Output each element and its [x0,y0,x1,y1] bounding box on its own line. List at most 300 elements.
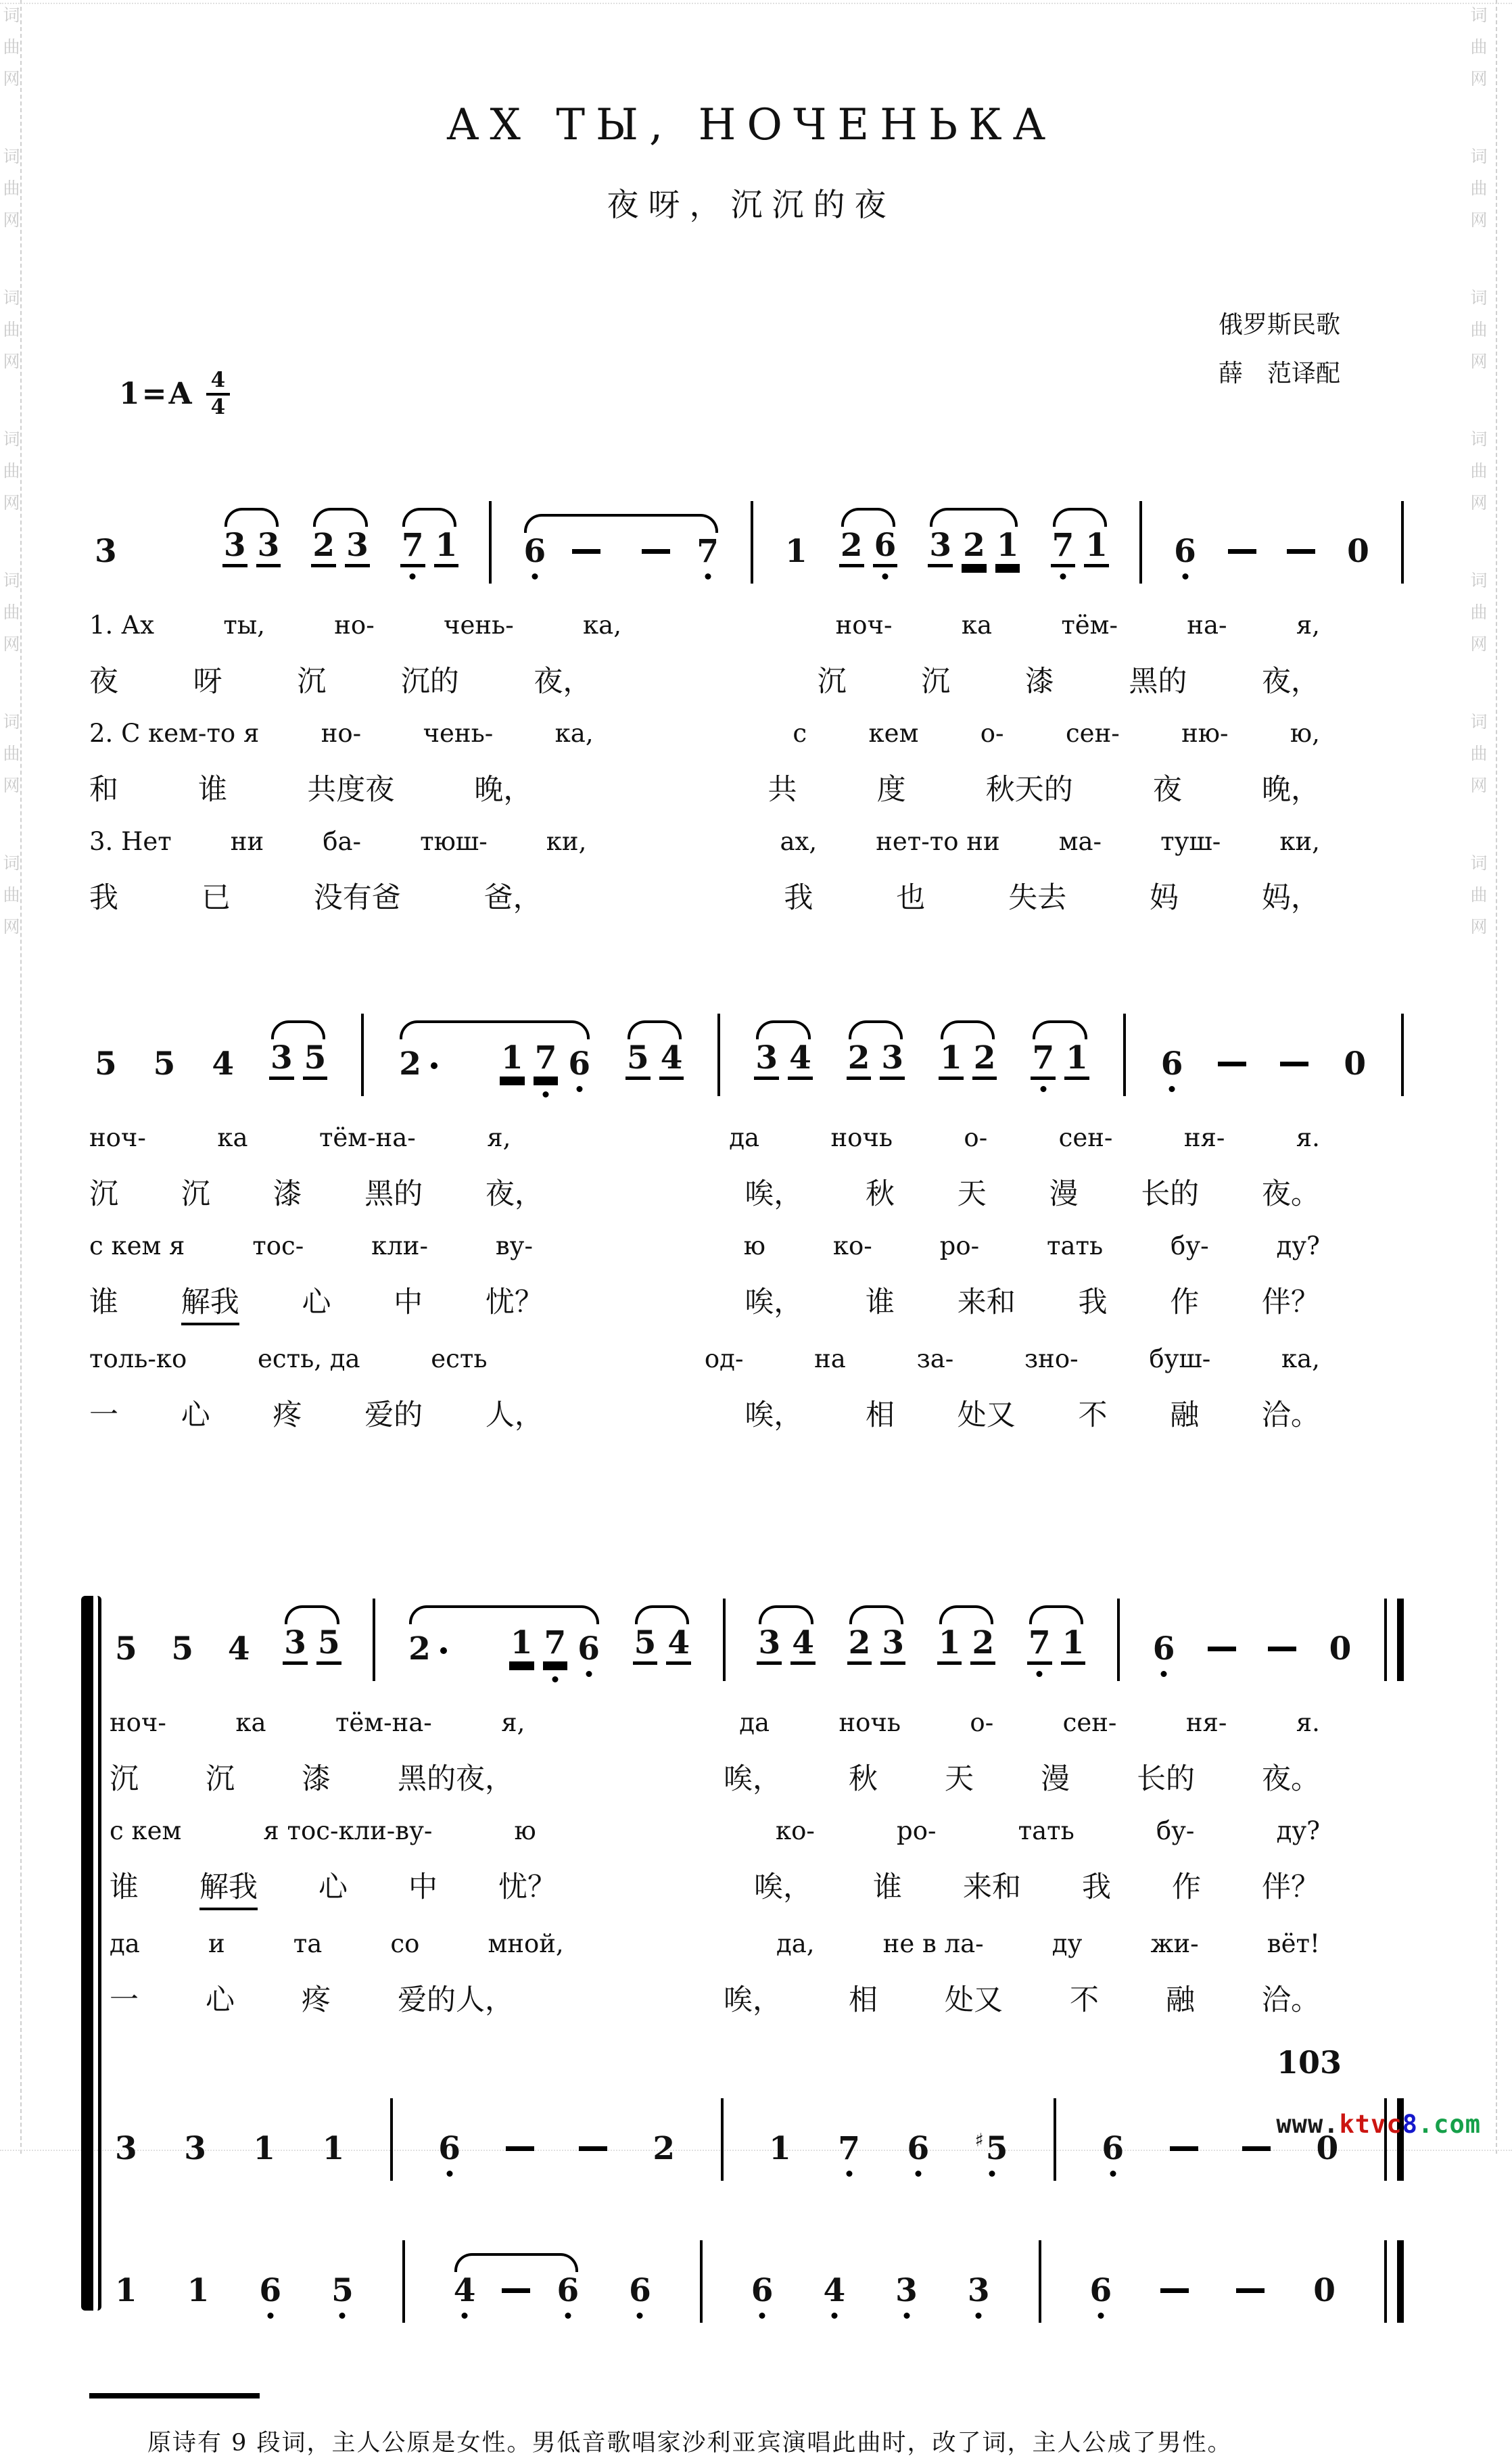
system-brace [81,1596,101,2311]
lyric-syllable: ночь [830,1123,893,1152]
lyric-syllable: чень- [423,719,494,748]
lyric-syllable: на [814,1344,846,1373]
lyric-syllable: 黑的夜， [398,1762,514,1796]
note-digit: 1 [253,2130,276,2167]
lyrics-row-russian [110,1708,1413,1737]
note-group-slur [757,1624,815,1665]
note-6 [437,2130,462,2167]
lyric-syllable: сен- [1058,1123,1113,1152]
lyric-syllable: 唉， [754,1870,812,1904]
lyric-syllable: 洽。 [1261,1398,1320,1432]
lyrics-row-russian [110,1929,1413,1958]
note-6 [905,2130,930,2167]
lyric-syllable: тюш- [420,827,488,856]
note-3 [269,1039,294,1080]
barline [373,1599,375,1681]
note-group-slur [398,1039,592,1083]
melody-line [110,1566,1413,1689]
watermark-www: www. [1276,2110,1340,2139]
lyrics-row-russian [89,719,1413,748]
edge-watermark-char: 网 [3,352,20,371]
note-7 [1051,529,1076,567]
note-digit: 3 [256,529,281,567]
lyric-syllable: 没有爸 [313,881,401,915]
note-group [186,2272,211,2309]
lyric-syllable: 长的 [1137,1762,1195,1796]
lyric-syllable: 不 [1078,1398,1108,1432]
note-group [1160,1045,1185,1083]
final-barline [1384,2240,1404,2323]
key-label: 1=A [119,377,194,412]
note-digit: 5 [316,1627,341,1665]
lyric-syllable: толь-ко [89,1344,187,1373]
watermark-ktvc: ktvc [1339,2110,1402,2139]
lyric-syllable: бу- [1171,1231,1209,1260]
lyric-syllable: 人， [485,1398,544,1432]
note-3 [345,529,370,567]
lyric-syllable: ду? [1276,1231,1320,1260]
lyrics-row-russian [89,1123,1413,1152]
lyric-syllable: ки, [1279,827,1320,856]
note-5 [303,1039,328,1080]
lyric-syllable: од- [704,1344,744,1373]
lyric-syllable: 度 [876,773,906,807]
site-watermark [1276,2110,1481,2139]
lyric-syllable: жи- [1150,1929,1199,1958]
note-digit: 6 [751,2272,774,2309]
note-group-slur [939,1039,997,1080]
note-group [975,2131,1010,2165]
note-digit: 1 [115,2272,137,2309]
lyric-syllable: сен- [1065,719,1120,748]
voice-line-2 [110,2066,1413,2189]
edge-watermark-char: 词 [3,853,20,873]
lyric-syllable: ка, [583,611,621,640]
lyric-syllable: я, [487,1123,511,1152]
note-digit: 3 [222,529,247,567]
note-group-slur [847,1039,905,1080]
note-group [1089,2272,1114,2309]
lyric-syllable: 也 [896,881,926,915]
note-1 [321,2130,346,2167]
lyric-syllable: ю, [1290,719,1320,748]
note-digit: 5 [625,1042,651,1080]
note-digit: 6 [1152,1630,1175,1668]
barline [751,501,753,584]
lyric-syllable: 秋 [866,1177,895,1211]
edge-watermark-char: 词 [3,571,20,590]
note-digit: 5 [331,2272,354,2309]
note-group [183,2130,208,2167]
note-1 [995,529,1020,567]
barline [390,2098,393,2181]
note-digit: 3 [895,2272,918,2309]
note-digit: 7 [534,1042,559,1080]
dash-continuation [572,549,600,554]
time-signature [206,367,231,420]
lyric-syllable: ро- [897,1816,937,1845]
lyric-syllable: 解我 [181,1279,239,1325]
lyric-syllable: 唉， [745,1285,803,1319]
lyric-syllable: 融 [1166,1983,1195,2017]
sharp-icon: ♯ [974,2130,984,2151]
note-group [1173,533,1198,570]
lyric-syllable: 妈， [1261,881,1320,915]
edge-watermark-char: 曲 [3,461,20,481]
note-6 [258,2272,283,2309]
note-group [252,2130,277,2167]
translator-credit: 薛 范译配 [1218,360,1340,387]
lyric-syllable: ноч- [835,611,893,640]
note-1 [1064,1039,1089,1080]
note-group [1346,533,1371,570]
note-group [321,2130,346,2167]
lyric-syllable: 黑的 [1129,665,1187,699]
note-digit: 7 [838,2130,860,2167]
note-digit: 5 [171,1630,194,1668]
lyrics-row-chinese [110,1756,1413,1797]
barline [361,1014,364,1096]
dash-continuation [1208,1647,1236,1651]
note-3 [894,2272,919,2309]
note-6 [1089,2272,1114,2309]
lyric-syllable: 我 [1078,1285,1108,1319]
lyric-syllable: 解我 [199,1864,258,1910]
note-group-slur [311,529,369,567]
lyric-syllable: да, [776,1929,815,1958]
note-digit: 3 [754,1042,779,1080]
note-5 [93,1045,118,1083]
note-digit: 1 [434,529,459,567]
note-5 [625,1039,651,1080]
watermark-com: .com [1417,2110,1481,2139]
lyric-syllable: ро- [939,1231,980,1260]
note-7 [836,2130,861,2167]
note-1 [114,2272,139,2309]
note-1 [939,1039,964,1080]
lyric-syllable: 共 [767,773,797,807]
lyric-syllable: 心 [302,1285,331,1319]
note-digit: 4 [212,1045,235,1083]
note-group [628,2272,653,2309]
note-group [227,1630,252,1668]
note-digit: 6 [1102,2130,1125,2167]
edge-watermark-char: 网 [3,776,20,795]
edge-watermark-char: 词 [3,7,20,25]
note-3 [183,2130,208,2167]
song-title-chinese: 夜呀，沉沉的夜 [607,187,896,224]
lyric-syllable: на- [1187,611,1227,640]
lyric-syllable: ня- [1185,1708,1227,1737]
note-6 [522,533,547,570]
dash-continuation [502,2288,530,2293]
note-digit: 3 [283,1627,308,1665]
note-digit: 7 [400,529,425,567]
note-5 [316,1624,341,1665]
lyric-syllable: 夜。 [1262,1762,1320,1796]
lyric-syllable: 来和 [957,1285,1016,1319]
note-1 [252,2130,277,2167]
lyrics-row-chinese [110,1977,1413,2018]
note-digit: 3 [928,529,953,567]
lyric-syllable: 沉 [89,1177,118,1211]
note-digit: 4 [227,1630,250,1668]
lyric-syllable: 妈 [1150,881,1179,915]
credits [1219,301,1340,398]
lyric-syllable: ба- [323,827,362,856]
lyric-syllable: ма- [1058,827,1102,856]
note-2 [970,1624,995,1665]
lyrics-row-russian [110,1816,1413,1845]
lyrics-row-russian [89,1344,1413,1373]
note-7 [543,1624,568,1665]
barline [402,2240,405,2323]
note-group [93,533,118,570]
lyric-syllable: 爱的 [364,1398,423,1432]
lyric-syllable: 1. Ах [89,611,154,640]
edge-watermark-char: 词 [3,147,20,166]
note-digit: 6 [629,2272,651,2309]
note-group [114,2272,139,2309]
lyric-syllable: за- [916,1344,954,1373]
lyric-syllable: 谁 [873,1870,902,1904]
lyric-syllable: 漫 [1049,1177,1079,1211]
note-digit: 2 [970,1627,995,1665]
note-group [170,1630,195,1668]
lyric-syllable: 一 [89,1398,118,1432]
lyric-syllable: не в ла- [882,1929,984,1958]
lyric-syllable: 心 [181,1398,210,1432]
note-digit: 6 [1174,533,1196,570]
note-group-slur [633,1624,691,1665]
lyrics-row-chinese [110,1864,1413,1910]
lyric-syllable: ню- [1181,719,1229,748]
barline [723,1599,726,1681]
note-digit: 4 [659,1042,684,1080]
edge-watermark-char: 网 [3,69,20,89]
edge-watermark-char: 曲 [1470,179,1488,198]
note-1 [767,2130,793,2167]
note-3 [283,1624,308,1665]
lyric-syllable: вёт! [1267,1929,1320,1958]
dash-continuation [1280,1062,1308,1066]
note-group-slur [452,2272,580,2309]
dash-continuation [579,2146,607,2151]
note-group [1312,2272,1337,2309]
note-digit: 6 [577,1630,600,1668]
note-digit: 0 [1313,2272,1336,2309]
note-6 [555,2272,580,2309]
lyric-syllable: 沉 [181,1177,210,1211]
dash-continuation [1242,2146,1271,2151]
note-group [784,533,809,570]
lyric-syllable: 天 [957,1177,987,1211]
dash-continuation [1170,2146,1198,2151]
source-credit: 俄罗斯民歌 [1218,311,1340,339]
note-digit: 7 [1027,1627,1052,1665]
note-group [437,2130,462,2167]
dash-continuation [1160,2288,1189,2293]
lyric-syllable: тём-на- [318,1123,416,1152]
lyric-syllable: 秋天的 [985,773,1073,807]
right-dashed-border [1496,0,1497,2154]
lyric-syllable: 疼 [273,1398,302,1432]
lyric-syllable: 谁 [866,1285,895,1319]
edge-watermark-char: 曲 [3,885,20,905]
lyric-syllable: ноч- [89,1123,146,1152]
note-3 [754,1039,779,1080]
note-0 [1328,1630,1353,1668]
lyric-syllable: тать [1018,1816,1074,1845]
dash-continuation [642,549,670,554]
note-6 [1160,1045,1185,1083]
note-digit: 5 [115,1630,137,1668]
edge-watermark-char: 曲 [1470,744,1488,763]
lyric-syllable: буш- [1149,1344,1211,1373]
lyric-syllable: бу- [1156,1816,1195,1845]
note-digit: 6 [523,533,546,570]
lyric-syllable: 爸， [483,881,542,915]
edge-watermark-char: 词 [1470,147,1488,166]
lyric-syllable: 沉 [921,665,951,699]
note-group [93,1045,118,1083]
note-4 [666,1624,691,1665]
note-1 [509,1624,534,1665]
edge-watermark-char: 词 [1470,7,1488,25]
note-digit: 0 [1347,533,1369,570]
note-digit: 3 [880,1042,905,1080]
note-digit: 2 [972,1042,997,1080]
note-group [750,2272,775,2309]
note-digit: 4 [823,2272,846,2309]
lyric-syllable: и [208,1929,225,1958]
note-1 [784,533,809,570]
edge-watermark-char: 曲 [3,179,20,198]
lyrics-row-chinese [89,875,1413,916]
lyric-syllable: да [110,1929,140,1958]
note-digit: 0 [1344,1045,1367,1083]
note-group [114,2130,139,2167]
edge-watermark-char: 网 [3,917,20,937]
lyric-syllable: 伴？ [1261,1285,1320,1319]
dash-continuation [1268,1647,1296,1651]
dash-continuation [1236,2288,1265,2293]
melody-line [89,981,1413,1104]
lyric-syllable: тём- [1061,611,1118,640]
lyric-syllable: 融 [1170,1398,1200,1432]
note-2 [962,529,987,567]
dash-continuation [1228,549,1256,554]
barline [1039,2240,1041,2323]
lyric-syllable: 已 [201,881,231,915]
lyrics-row-chinese [89,767,1413,808]
lyric-syllable: с кем [110,1816,182,1845]
note-group-slur [754,1039,812,1080]
note-digit: 7 [1031,1042,1056,1080]
note-group-slur [1051,529,1109,567]
note-4 [822,2272,847,2309]
lyric-syllable: ни [230,827,264,856]
lyric-syllable: туш- [1160,827,1221,856]
note-group-slur [847,1624,905,1665]
note-0 [1342,1045,1367,1083]
lyric-syllable: 唉， [745,1398,803,1432]
edge-watermark-char: 网 [1470,69,1488,89]
lyric-syllable: 漆 [1024,665,1054,699]
lyric-syllable: 中 [394,1285,423,1319]
edge-watermark-char: 词 [1470,712,1488,732]
lyric-syllable: 共度夜 [307,773,395,807]
lyric-syllable: 夜， [485,1177,544,1211]
note-group-slur [283,1624,341,1665]
note-3 [966,2272,991,2309]
lyrics-row-russian [89,1231,1413,1260]
note-digit: 4 [790,1627,816,1665]
lyric-syllable: ты, [223,611,265,640]
lyric-syllable: 处又 [957,1398,1016,1432]
note-group [1328,1630,1353,1668]
lyric-syllable: 疼 [302,1983,331,2017]
music-system-1 [89,469,1413,916]
lyric-syllable: 来和 [963,1870,1021,1904]
header-row [89,225,1413,428]
lyric-syllable: зно- [1024,1344,1079,1373]
lyric-syllable: ноч- [110,1708,166,1737]
lyric-syllable: 失去 [1008,881,1067,915]
augmentation-dot [431,1062,438,1069]
note-digit: 2 [399,1045,421,1083]
note-7 [695,533,720,570]
lyric-syllable: да [729,1123,760,1152]
note-4 [210,1045,235,1083]
note-5 [633,1624,658,1665]
note-2 [407,1630,447,1668]
lyric-syllable: ки, [546,827,587,856]
lyric-syllable: сен- [1062,1708,1117,1737]
note-6 [567,1045,592,1083]
note-group-slur [928,529,1020,567]
lyric-syllable: ка, [554,719,594,748]
note-group-slur [1031,1039,1089,1080]
note-group [330,2272,355,2309]
edge-watermark-char: 网 [1470,352,1488,371]
note-6 [1152,1630,1177,1668]
note-group-slur [407,1624,601,1668]
song-title-russian: АХ ТЫ, НОЧЕНЬКА [446,100,1057,150]
voice-line-3 [110,2208,1413,2331]
lyric-syllable: 和 [89,773,118,807]
note-digit: 1 [509,1627,534,1665]
lyric-syllable: ду? [1276,1816,1320,1845]
lyric-syllable: о- [964,1123,988,1152]
lyric-syllable: чень- [444,611,514,640]
note-digit: 0 [1329,1630,1352,1668]
sheet-page [89,0,1413,2458]
lyrics-row-chinese [89,659,1413,700]
lyric-syllable: с [793,719,807,748]
note-1 [1084,529,1109,567]
lyric-syllable: 处又 [945,1983,1003,2017]
dash-continuation [506,2146,534,2151]
note-digit: 5 [985,2130,1008,2167]
lyric-syllable: тём-на- [335,1708,432,1737]
time-signature-numerator: 4 [206,370,231,396]
note-digit: 3 [115,2130,137,2167]
note-digit: 1 [1064,1042,1089,1080]
lyric-syllable: 漆 [273,1177,302,1211]
note-digit: 5 [303,1042,328,1080]
note-group-slur [839,529,897,567]
